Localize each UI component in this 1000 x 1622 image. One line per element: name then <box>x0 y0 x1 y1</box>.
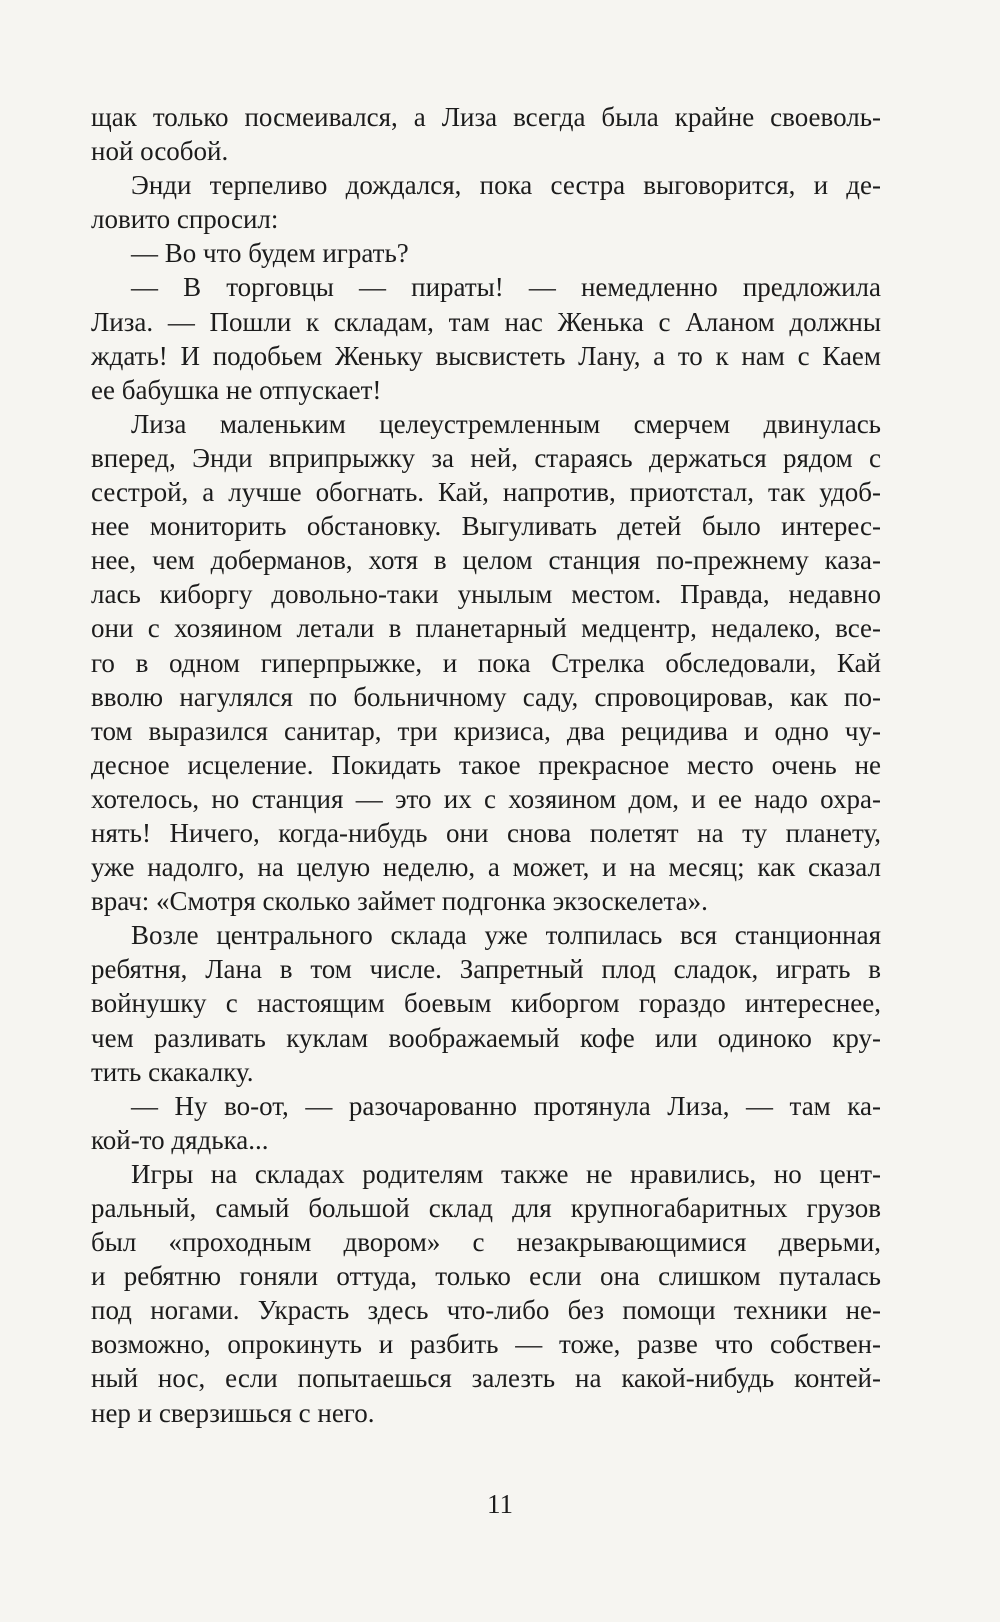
text-line: — Ну во-от, — разочарованно протянула Лиза, — там ка- <box>131 1090 881 1121</box>
text-line: ждать! И подобьем Женьку высвистеть Лану, а то к нам с Каем <box>91 340 881 371</box>
paragraph <box>91 270 881 406</box>
text-line: лась киборгу довольно-таки унылым местом. Правда, недавно <box>91 579 881 610</box>
text-line: врач: «Смотря сколько займет подгонка экзоскелета». <box>91 886 708 917</box>
text-line: ной особой. <box>91 136 229 167</box>
text-line: вперед, Энди вприпрыжку за ней, стараясь держаться рядом с <box>91 442 881 473</box>
text-line: нее мониторить обстановку. Выгуливать детей было интерес- <box>91 511 881 542</box>
text-line: они с хозяином летали в планетарный медцентр, недалеко, все- <box>91 613 881 644</box>
text-line: уже надолго, на целую неделю, а может, и на месяц; как сказал <box>91 852 881 883</box>
paragraph <box>91 100 881 168</box>
paragraph <box>91 1089 881 1157</box>
text-line: нее, чем доберманов, хотя в целом станция по-прежнему каза- <box>91 545 881 576</box>
text-line: под ногами. Украсть здесь что-либо без помощи техники не- <box>91 1295 881 1326</box>
text-line: щак только посмеивался, а Лиза всегда была крайне своеволь- <box>91 102 881 132</box>
page-number: 11 <box>487 1489 513 1519</box>
text-line: ребятня, Лана в том числе. Запретный плод сладок, играть в <box>91 954 881 985</box>
body-text <box>91 100 881 1430</box>
text-line: Лиза. — Пошли к складам, там нас Женька с Аланом должны <box>91 306 881 337</box>
text-line: ный нос, если попытаешься залезть на какой-нибудь контей- <box>91 1363 881 1394</box>
paragraph <box>91 168 881 236</box>
text-line: кой-то дядька... <box>91 1124 269 1155</box>
text-line: был «проходным двором» с незакрывающимися дверьми, <box>91 1227 881 1258</box>
text-line: возможно, опрокинуть и разбить — тоже, разве что собствен- <box>91 1329 881 1360</box>
text-line: том выразился санитар, три кризиса, два рецидива и одно чу- <box>91 715 881 746</box>
text-line: и ребятню гоняли оттуда, только если она слишком путалась <box>91 1261 881 1292</box>
text-line: Лиза маленьким целеустремленным смерчем двинулась <box>131 408 881 439</box>
text-line: нер и сверзишься с него. <box>91 1397 375 1428</box>
text-line: сестрой, а лучше обогнать. Кай, напротив, приотстал, так удоб- <box>91 477 881 508</box>
text-line: Игры на складах родителям также не нравились, но цент- <box>131 1158 881 1189</box>
text-line: войнушку с настоящим боевым киборгом гораздо интереснее, <box>91 988 881 1019</box>
text-line: хотелось, но станция — это их с хозяином дом, и ее надо охра- <box>91 783 881 814</box>
text-line: Энди терпеливо дождался, пока сестра выговорится, и де- <box>131 170 881 201</box>
text-line: Возле центрального склада уже толпилась вся станционная <box>131 920 881 951</box>
paragraph <box>91 918 881 1088</box>
text-line: — Во что будем играть? <box>131 238 409 269</box>
text-line: вволю нагулялся по больничному саду, спровоцировав, как по- <box>91 681 881 712</box>
text-line: тить скакалку. <box>91 1056 254 1087</box>
text-line: чем разливать куклам воображаемый кофе или одиноко кру- <box>91 1022 881 1053</box>
text-line: ральный, самый большой склад для крупногабаритных грузов <box>91 1193 881 1223</box>
paragraph <box>91 407 881 918</box>
text-line: ее бабушка не отпускает! <box>91 374 382 405</box>
text-line: нять! Ничего, когда-нибудь они снова полетят на ту планету, <box>91 817 881 848</box>
text-line: го в одном гиперпрыжке, и пока Стрелка обследовали, Кай <box>91 647 881 678</box>
text-line: ловито спросил: <box>91 204 279 235</box>
text-line: — В торговцы — пираты! — немедленно предложила <box>131 272 881 303</box>
paragraph <box>91 1157 881 1430</box>
paragraph <box>91 236 881 270</box>
text-line: десное исцеление. Покидать такое прекрасное место очень не <box>91 749 881 780</box>
